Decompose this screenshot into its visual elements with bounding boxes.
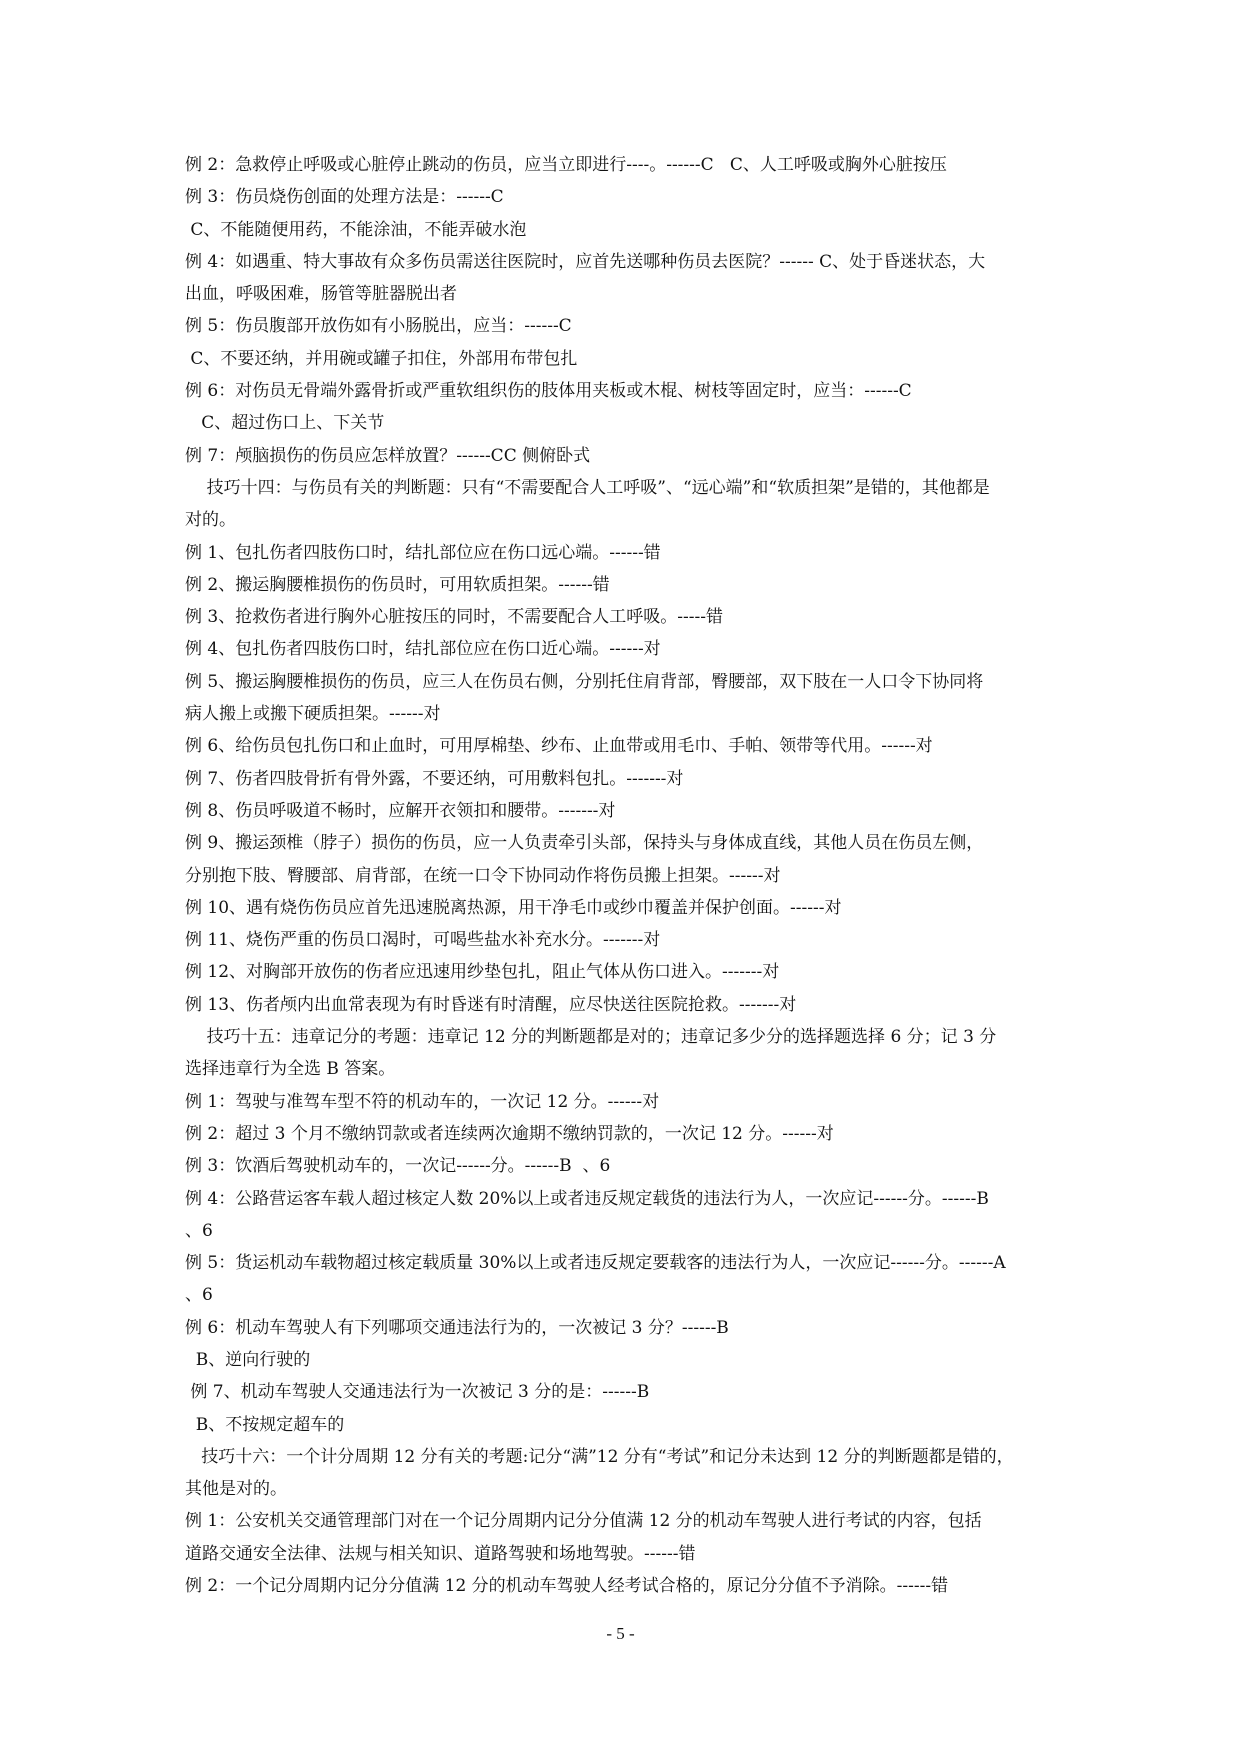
text-line: 选择违章行为全选 B 答案。 <box>185 1059 396 1080</box>
text-line: C、超过伤口上、下关节 <box>185 413 385 434</box>
text-line: 例 10、遇有烧伤伤员应首先迅速脱离热源，用干净毛巾或纱巾覆盖并保护创面。------对 <box>185 897 842 918</box>
text-line: 例 4：如遇重、特大事故有众多伤员需送往医院时，应首先送哪种伤员去医院？------ C、处于昏迷状态，大 <box>185 251 986 272</box>
text-line: 例 5：伤员腹部开放伤如有小肠脱出，应当：------C <box>185 316 572 337</box>
text-line: 例 1：公安机关交通管理部门对在一个记分周期内记分分值满 12 分的机动车驾驶人进行考试的内容，包括 <box>185 1511 982 1532</box>
text-line: 例 2：一个记分周期内记分分值满 12 分的机动车驾驶人经考试合格的，原记分分值不予消除。------错 <box>185 1576 949 1597</box>
text-line: B、不按规定超车的 <box>185 1414 345 1435</box>
page-number: - 5 - <box>606 1624 635 1643</box>
text-line: B、逆向行驶的 <box>185 1349 311 1370</box>
text-line: 例 3、抢救伤者进行胸外心脏按压的同时，不需要配合人工呼吸。-----错 <box>185 607 723 628</box>
text-line: 例 2、搬运胸腰椎损伤的伤员时，可用软质担架。------错 <box>185 574 610 595</box>
text-line: C、不要还纳，并用碗或罐子扣住，外部用布带包扎 <box>185 348 578 369</box>
document-body <box>185 149 1065 1602</box>
text-line: 例 7、机动车驾驶人交通违法行为一次被记 3 分的是：------B <box>185 1382 650 1403</box>
text-line: 例 3：饮酒后驾驶机动车的，一次记------分。------B 、6 <box>185 1156 611 1177</box>
text-line: 例 5：货运机动车载物超过核定载质量 30%以上或者违反规定要载客的违法行为人，一次应记------分。------A <box>185 1253 1006 1274</box>
text-line: 例 6：机动车驾驶人有下列哪项交通违法行为的，一次被记 3 分？------B <box>185 1317 729 1338</box>
text-line: 例 5、搬运胸腰椎损伤的伤员，应三人在伤员右侧，分别托住肩背部，臀腰部，双下肢在一人口令下协同将 <box>185 671 984 692</box>
text-line: 道路交通安全法律、法规与相关知识、道路驾驶和场地驾驶。------错 <box>185 1543 696 1564</box>
text-line: 、6 <box>185 1285 213 1306</box>
text-line: 例 8、伤员呼吸道不畅时，应解开衣领扣和腰带。-------对 <box>185 800 616 821</box>
text-line: 例 12、对胸部开放伤的伤者应迅速用纱垫包扎，阻止气体从伤口进入。-------对 <box>185 962 780 983</box>
text-line: 例 7、伤者四肢骨折有骨外露，不要还纳，可用敷料包扎。-------对 <box>185 768 684 789</box>
text-line: 技巧十四：与伤员有关的判断题：只有“不需要配合人工呼吸”、“远心端”和“软质担架”是错的，其他都是 <box>185 477 990 498</box>
text-line: 例 1：驾驶与准驾车型不符的机动车的，一次记 12 分。------对 <box>185 1091 660 1112</box>
text-line: 病人搬上或搬下硬质担架。------对 <box>185 704 441 725</box>
text-line: 例 2：急救停止呼吸或心脏停止跳动的伤员，应当立即进行----。------C C、人工呼吸或胸外心脏按压 <box>185 155 947 175</box>
text-line: 对的。 <box>185 510 236 531</box>
text-line: 例 13、伤者颅内出血常表现为有时昏迷有时清醒，应尽快送往医院抢救。-------对 <box>185 994 797 1015</box>
text-line: 例 4：公路营运客车载人超过核定人数 20%以上或者违反规定载货的违法行为人，一次应记------分。------B <box>185 1188 989 1209</box>
text-line: 例 9、搬运颈椎（脖子）损伤的伤员，应一人负责牵引头部，保持头与身体成直线，其他人员在伤员左侧， <box>185 833 984 854</box>
text-line: 例 4、包扎伤者四肢伤口时，结扎部位应在伤口近心端。------对 <box>185 639 661 660</box>
text-line: 、6 <box>185 1220 213 1241</box>
text-line: 例 6、给伤员包扎伤口和止血时，可用厚棉垫、纱布、止血带或用毛巾、手帕、领带等代用。------对 <box>185 736 933 757</box>
text-line: 例 2：超过 3 个月不缴纳罚款或者连续两次逾期不缴纳罚款的，一次记 12 分。------对 <box>185 1123 834 1144</box>
text-line: 例 11、烧伤严重的伤员口渴时，可喝些盐水补充水分。-------对 <box>185 930 661 951</box>
text-line: 技巧十五：违章记分的考题：违章记 12 分的判断题都是对的；违章记多少分的选择题选择 6 分；记 3 分 <box>185 1027 997 1048</box>
text-line: 其他是对的。 <box>185 1479 287 1500</box>
text-line: 例 7：颅脑损伤的伤员应怎样放置？------CC 侧俯卧式 <box>185 445 591 466</box>
text-line: 例 6：对伤员无骨端外露骨折或严重软组织伤的肢体用夹板或木棍、树枝等固定时，应当：------C <box>185 381 912 402</box>
text-line: 例 3：伤员烧伤创面的处理方法是：------C <box>185 187 504 208</box>
text-line: 例 1、包扎伤者四肢伤口时，结扎部位应在伤口远心端。------错 <box>185 542 661 563</box>
text-line: 分别抱下肢、臀腰部、肩背部，在统一口令下协同动作将伤员搬上担架。------对 <box>185 865 781 886</box>
text-line: 出血，呼吸困难，肠管等脏器脱出者 <box>185 284 457 305</box>
text-line: 技巧十六：一个计分周期 12 分有关的考题:记分“满”12 分有“考试”和记分未达到 12 分的判断题都是错的， <box>185 1446 1014 1467</box>
text-line: C、不能随便用药，不能涂油，不能弄破水泡 <box>185 219 527 240</box>
